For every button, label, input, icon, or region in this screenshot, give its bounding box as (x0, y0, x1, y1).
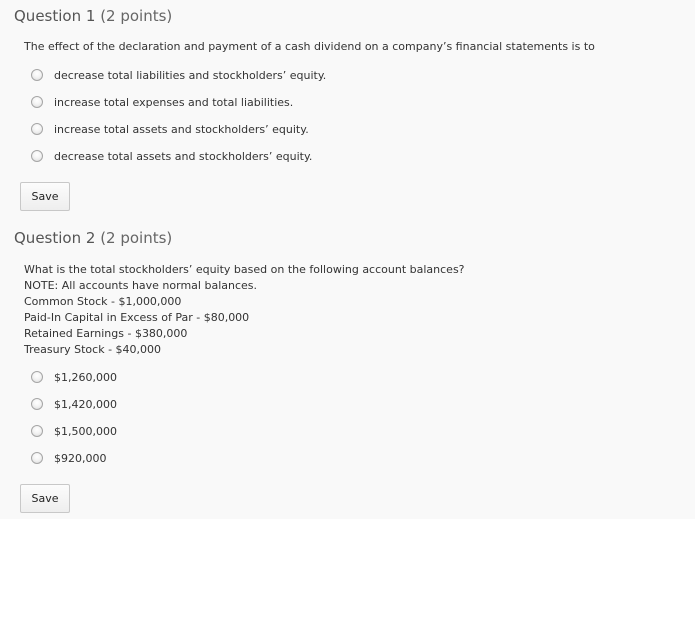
answer-option-label[interactable]: $920,000 (54, 452, 107, 465)
radio-button[interactable] (31, 150, 43, 162)
radio-button[interactable] (31, 425, 43, 437)
save-button[interactable]: Save (20, 484, 70, 513)
radio-button[interactable] (31, 452, 43, 464)
answer-option-label[interactable]: decrease total liabilities and stockholders’ equity. (54, 69, 327, 82)
answer-option-label[interactable]: $1,260,000 (54, 371, 117, 384)
answer-option-label[interactable]: $1,500,000 (54, 425, 117, 438)
question-heading (14, 7, 172, 25)
answer-option-label[interactable]: increase total expenses and total liabilities. (54, 96, 294, 109)
answer-option-label[interactable]: decrease total assets and stockholders’ equity. (54, 150, 313, 163)
prompt-line: Paid-In Capital in Excess of Par - $80,000 (24, 311, 250, 324)
question-points: (2 points) (100, 7, 173, 25)
prompt-line: Retained Earnings - $380,000 (24, 327, 188, 340)
answer-option-label[interactable]: $1,420,000 (54, 398, 117, 411)
prompt-line: NOTE: All accounts have normal balances. (24, 279, 258, 292)
radio-button[interactable] (31, 69, 43, 81)
question-title: Question 1 (14, 7, 96, 25)
prompt-line: Common Stock - $1,000,000 (24, 295, 182, 308)
question-title: Question 2 (14, 229, 96, 247)
question-heading (14, 229, 172, 247)
question-points: (2 points) (100, 229, 173, 247)
radio-button[interactable] (31, 398, 43, 410)
prompt-line: The effect of the declaration and payment of a cash dividend on a company’s financial statements is to (24, 40, 595, 53)
answer-option-label[interactable]: increase total assets and stockholders’ equity. (54, 123, 309, 136)
save-button[interactable]: Save (20, 182, 70, 211)
radio-button[interactable] (31, 123, 43, 135)
question-prompt (24, 39, 595, 55)
prompt-line: What is the total stockholders’ equity based on the following account balances? (24, 263, 465, 276)
radio-button[interactable] (31, 371, 43, 383)
prompt-line: Treasury Stock - $40,000 (24, 343, 162, 356)
question-prompt (24, 262, 465, 358)
radio-button[interactable] (31, 96, 43, 108)
